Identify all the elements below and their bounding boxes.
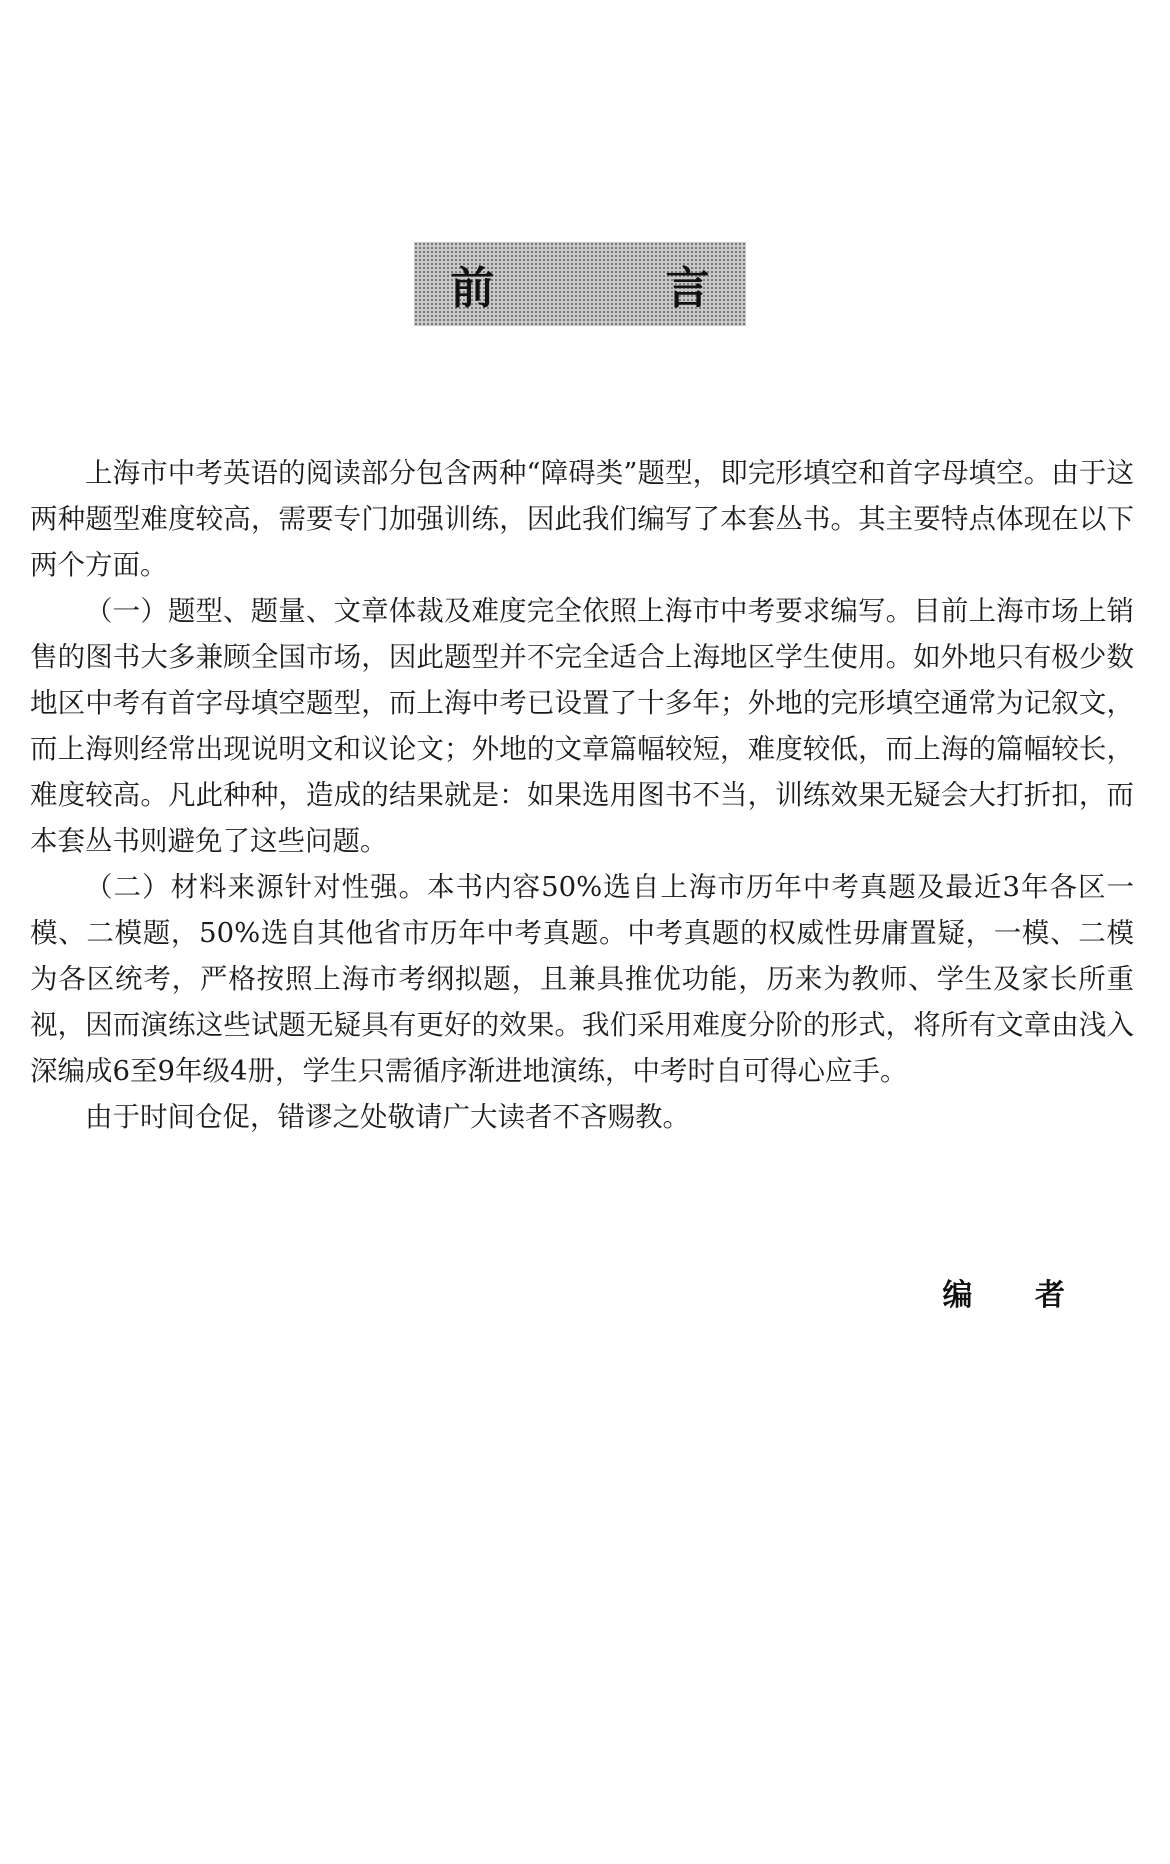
page-title: 前 言 <box>450 263 788 314</box>
title-banner <box>414 242 788 326</box>
paragraph-point-two: （二）材料来源针对性强。本书内容50%选自上海市历年中考真题及最近3年各区一模、二模题，50%选自其他省市历年中考真题。中考真题的权威性毋庸置疑，一模、二模为各区统考，严格按照上海市考纲拟题，且兼具推优功能，历来为教师、学生及家长所重视，因而演练这些试题无疑具有更好的效果。我们采用难度分阶的形式，将所有文章由浅入深编成6至9年级4册，学生只需循序渐进地演练，中考时自可得心应手。 <box>30 871 1134 1087</box>
paragraph-closing: 由于时间仓促，错谬之处敬请广大读者不吝赐教。 <box>85 1101 690 1133</box>
paragraph-intro: 上海市中考英语的阅读部分包含两种“障碍类”题型，即完形填空和首字母填空。由于这两种题型难度较高，需要专门加强训练，因此我们编写了本套丛书。其主要特点体现在以下两个方面。 <box>30 457 1134 581</box>
signature-editor: 编 者 <box>942 1278 1091 1313</box>
paragraph-point-one: （一）题型、题量、文章体裁及难度完全依照上海市中考要求编写。目前上海市场上销售的图书大多兼顾全国市场，因此题型并不完全适合上海地区学生使用。如外地只有极少数地区中考有首字母填空题型，而上海中考已设置了十多年；外地的完形填空通常为记叙文，而上海则经常出现说明文和议论文；外地的文章篇幅较短，难度较低，而上海的篇幅较长，难度较高。凡此种种，造成的结果就是：如果选用图书不当，训练效果无疑会大打折扣，而本套丛书则避免了这些问题。 <box>30 595 1134 857</box>
preface-body <box>30 450 1134 1140</box>
